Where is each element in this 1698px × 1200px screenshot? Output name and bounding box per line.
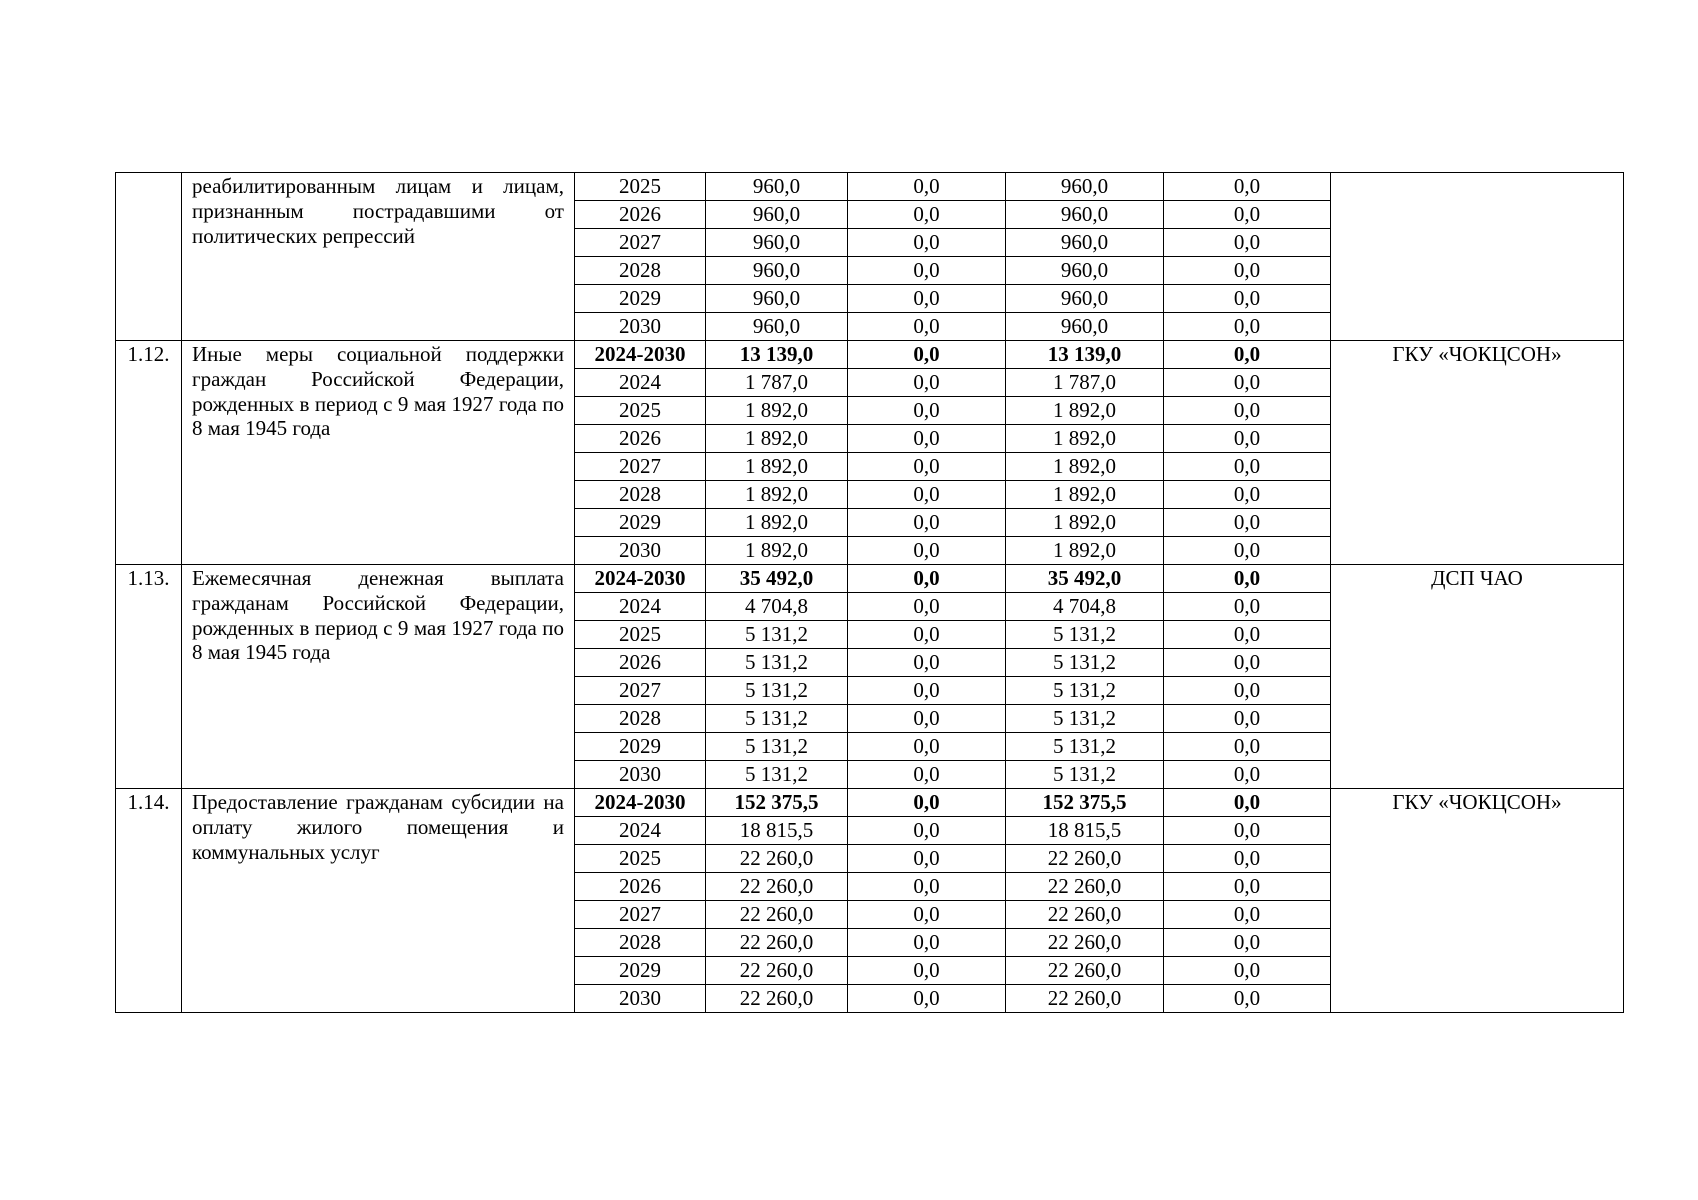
measure-name-cell: Предоставление гражданам субсидии на оплату жилого помещения и коммунальных услуг bbox=[182, 789, 575, 1013]
regional-budget-cell: 1 892,0 bbox=[1006, 481, 1164, 509]
other-sources-cell: 0,0 bbox=[1164, 257, 1331, 285]
other-sources-cell: 0,0 bbox=[1164, 425, 1331, 453]
federal-budget-cell: 0,0 bbox=[848, 285, 1006, 313]
table-row-total bbox=[116, 565, 1624, 593]
federal-budget-cell: 0,0 bbox=[848, 565, 1006, 593]
federal-budget-cell: 0,0 bbox=[848, 481, 1006, 509]
federal-budget-cell: 0,0 bbox=[848, 649, 1006, 677]
regional-budget-cell: 22 260,0 bbox=[1006, 957, 1164, 985]
total-amount-cell: 960,0 bbox=[706, 257, 848, 285]
other-sources-cell: 0,0 bbox=[1164, 845, 1331, 873]
total-amount-cell: 960,0 bbox=[706, 285, 848, 313]
period-cell: 2027 bbox=[575, 453, 706, 481]
period-cell: 2029 bbox=[575, 733, 706, 761]
period-cell: 2029 bbox=[575, 509, 706, 537]
federal-budget-cell: 0,0 bbox=[848, 789, 1006, 817]
period-cell: 2027 bbox=[575, 677, 706, 705]
period-cell: 2024 bbox=[575, 817, 706, 845]
total-amount-cell: 960,0 bbox=[706, 313, 848, 341]
regional-budget-cell: 1 892,0 bbox=[1006, 425, 1164, 453]
total-amount-cell: 960,0 bbox=[706, 173, 848, 201]
federal-budget-cell: 0,0 bbox=[848, 453, 1006, 481]
federal-budget-cell: 0,0 bbox=[848, 425, 1006, 453]
other-sources-cell: 0,0 bbox=[1164, 481, 1331, 509]
total-amount-cell: 22 260,0 bbox=[706, 957, 848, 985]
regional-budget-cell: 960,0 bbox=[1006, 201, 1164, 229]
other-sources-cell: 0,0 bbox=[1164, 509, 1331, 537]
federal-budget-cell: 0,0 bbox=[848, 621, 1006, 649]
measure-name-cell: Ежемесячная денежная выплата гражданам Российской Федерации, рожденных в период с 9 мая 1927 года по 8 мая 1945 года bbox=[182, 565, 575, 789]
total-amount-cell: 5 131,2 bbox=[706, 761, 848, 789]
other-sources-cell: 0,0 bbox=[1164, 593, 1331, 621]
period-cell: 2025 bbox=[575, 621, 706, 649]
executor-cell bbox=[1331, 173, 1624, 341]
period-cell: 2026 bbox=[575, 649, 706, 677]
total-amount-cell: 5 131,2 bbox=[706, 733, 848, 761]
regional-budget-cell: 960,0 bbox=[1006, 313, 1164, 341]
federal-budget-cell: 0,0 bbox=[848, 929, 1006, 957]
regional-budget-cell: 5 131,2 bbox=[1006, 761, 1164, 789]
table-row bbox=[116, 173, 1624, 201]
regional-budget-cell: 35 492,0 bbox=[1006, 565, 1164, 593]
other-sources-cell: 0,0 bbox=[1164, 733, 1331, 761]
period-cell: 2030 bbox=[575, 761, 706, 789]
federal-budget-cell: 0,0 bbox=[848, 313, 1006, 341]
period-cell: 2025 bbox=[575, 173, 706, 201]
period-cell: 2028 bbox=[575, 257, 706, 285]
regional-budget-cell: 22 260,0 bbox=[1006, 929, 1164, 957]
total-amount-cell: 5 131,2 bbox=[706, 677, 848, 705]
regional-budget-cell: 5 131,2 bbox=[1006, 677, 1164, 705]
regional-budget-cell: 5 131,2 bbox=[1006, 733, 1164, 761]
period-cell: 2029 bbox=[575, 285, 706, 313]
period-cell: 2024-2030 bbox=[575, 341, 706, 369]
period-cell: 2030 bbox=[575, 313, 706, 341]
federal-budget-cell: 0,0 bbox=[848, 201, 1006, 229]
federal-budget-cell: 0,0 bbox=[848, 537, 1006, 565]
regional-budget-cell: 5 131,2 bbox=[1006, 621, 1164, 649]
regional-budget-cell: 1 892,0 bbox=[1006, 453, 1164, 481]
other-sources-cell: 0,0 bbox=[1164, 341, 1331, 369]
other-sources-cell: 0,0 bbox=[1164, 173, 1331, 201]
total-amount-cell: 18 815,5 bbox=[706, 817, 848, 845]
other-sources-cell: 0,0 bbox=[1164, 873, 1331, 901]
total-amount-cell: 960,0 bbox=[706, 229, 848, 257]
other-sources-cell: 0,0 bbox=[1164, 229, 1331, 257]
period-cell: 2025 bbox=[575, 397, 706, 425]
item-number-cell bbox=[116, 173, 182, 341]
regional-budget-cell: 18 815,5 bbox=[1006, 817, 1164, 845]
total-amount-cell: 35 492,0 bbox=[706, 565, 848, 593]
federal-budget-cell: 0,0 bbox=[848, 957, 1006, 985]
period-cell: 2030 bbox=[575, 537, 706, 565]
table-body bbox=[116, 173, 1624, 1013]
other-sources-cell: 0,0 bbox=[1164, 817, 1331, 845]
total-amount-cell: 5 131,2 bbox=[706, 705, 848, 733]
federal-budget-cell: 0,0 bbox=[848, 229, 1006, 257]
program-funding-table bbox=[115, 172, 1624, 1013]
other-sources-cell: 0,0 bbox=[1164, 565, 1331, 593]
table-row-total bbox=[116, 789, 1624, 817]
total-amount-cell: 5 131,2 bbox=[706, 649, 848, 677]
total-amount-cell: 960,0 bbox=[706, 201, 848, 229]
federal-budget-cell: 0,0 bbox=[848, 705, 1006, 733]
other-sources-cell: 0,0 bbox=[1164, 901, 1331, 929]
item-number-cell: 1.14. bbox=[116, 789, 182, 1013]
other-sources-cell: 0,0 bbox=[1164, 649, 1331, 677]
executor-cell: ГКУ «ЧОКЦСОН» bbox=[1331, 789, 1624, 1013]
total-amount-cell: 1 892,0 bbox=[706, 397, 848, 425]
period-cell: 2024 bbox=[575, 593, 706, 621]
federal-budget-cell: 0,0 bbox=[848, 733, 1006, 761]
period-cell: 2027 bbox=[575, 229, 706, 257]
total-amount-cell: 1 892,0 bbox=[706, 509, 848, 537]
regional-budget-cell: 960,0 bbox=[1006, 257, 1164, 285]
other-sources-cell: 0,0 bbox=[1164, 313, 1331, 341]
regional-budget-cell: 22 260,0 bbox=[1006, 873, 1164, 901]
total-amount-cell: 4 704,8 bbox=[706, 593, 848, 621]
regional-budget-cell: 960,0 bbox=[1006, 173, 1164, 201]
regional-budget-cell: 4 704,8 bbox=[1006, 593, 1164, 621]
total-amount-cell: 1 892,0 bbox=[706, 481, 848, 509]
federal-budget-cell: 0,0 bbox=[848, 509, 1006, 537]
federal-budget-cell: 0,0 bbox=[848, 593, 1006, 621]
federal-budget-cell: 0,0 bbox=[848, 873, 1006, 901]
period-cell: 2027 bbox=[575, 901, 706, 929]
federal-budget-cell: 0,0 bbox=[848, 369, 1006, 397]
other-sources-cell: 0,0 bbox=[1164, 201, 1331, 229]
federal-budget-cell: 0,0 bbox=[848, 397, 1006, 425]
other-sources-cell: 0,0 bbox=[1164, 705, 1331, 733]
other-sources-cell: 0,0 bbox=[1164, 369, 1331, 397]
regional-budget-cell: 22 260,0 bbox=[1006, 901, 1164, 929]
other-sources-cell: 0,0 bbox=[1164, 285, 1331, 313]
table-row-total bbox=[116, 341, 1624, 369]
regional-budget-cell: 1 787,0 bbox=[1006, 369, 1164, 397]
period-cell: 2025 bbox=[575, 845, 706, 873]
federal-budget-cell: 0,0 bbox=[848, 845, 1006, 873]
federal-budget-cell: 0,0 bbox=[848, 257, 1006, 285]
regional-budget-cell: 22 260,0 bbox=[1006, 985, 1164, 1013]
total-amount-cell: 13 139,0 bbox=[706, 341, 848, 369]
regional-budget-cell: 1 892,0 bbox=[1006, 509, 1164, 537]
federal-budget-cell: 0,0 bbox=[848, 817, 1006, 845]
measure-name-cell: реабилитированным лицам и лицам, признанным пострадавшими от политических репрессий bbox=[182, 173, 575, 341]
period-cell: 2026 bbox=[575, 873, 706, 901]
total-amount-cell: 5 131,2 bbox=[706, 621, 848, 649]
period-cell: 2030 bbox=[575, 985, 706, 1013]
executor-cell: ДСП ЧАО bbox=[1331, 565, 1624, 789]
other-sources-cell: 0,0 bbox=[1164, 761, 1331, 789]
other-sources-cell: 0,0 bbox=[1164, 397, 1331, 425]
regional-budget-cell: 13 139,0 bbox=[1006, 341, 1164, 369]
total-amount-cell: 1 787,0 bbox=[706, 369, 848, 397]
total-amount-cell: 1 892,0 bbox=[706, 425, 848, 453]
federal-budget-cell: 0,0 bbox=[848, 985, 1006, 1013]
period-cell: 2028 bbox=[575, 481, 706, 509]
period-cell: 2024-2030 bbox=[575, 789, 706, 817]
other-sources-cell: 0,0 bbox=[1164, 453, 1331, 481]
total-amount-cell: 1 892,0 bbox=[706, 453, 848, 481]
total-amount-cell: 1 892,0 bbox=[706, 537, 848, 565]
other-sources-cell: 0,0 bbox=[1164, 985, 1331, 1013]
total-amount-cell: 152 375,5 bbox=[706, 789, 848, 817]
regional-budget-cell: 960,0 bbox=[1006, 285, 1164, 313]
period-cell: 2029 bbox=[575, 957, 706, 985]
total-amount-cell: 22 260,0 bbox=[706, 929, 848, 957]
period-cell: 2028 bbox=[575, 929, 706, 957]
item-number-cell: 1.13. bbox=[116, 565, 182, 789]
period-cell: 2026 bbox=[575, 201, 706, 229]
period-cell: 2028 bbox=[575, 705, 706, 733]
total-amount-cell: 22 260,0 bbox=[706, 901, 848, 929]
other-sources-cell: 0,0 bbox=[1164, 957, 1331, 985]
regional-budget-cell: 1 892,0 bbox=[1006, 397, 1164, 425]
total-amount-cell: 22 260,0 bbox=[706, 845, 848, 873]
regional-budget-cell: 5 131,2 bbox=[1006, 705, 1164, 733]
total-amount-cell: 22 260,0 bbox=[706, 985, 848, 1013]
period-cell: 2024-2030 bbox=[575, 565, 706, 593]
regional-budget-cell: 152 375,5 bbox=[1006, 789, 1164, 817]
executor-cell: ГКУ «ЧОКЦСОН» bbox=[1331, 341, 1624, 565]
federal-budget-cell: 0,0 bbox=[848, 901, 1006, 929]
federal-budget-cell: 0,0 bbox=[848, 341, 1006, 369]
federal-budget-cell: 0,0 bbox=[848, 173, 1006, 201]
period-cell: 2024 bbox=[575, 369, 706, 397]
measure-name-cell: Иные меры социальной поддержки граждан Российской Федерации, рожденных в период с 9 мая 1927 года по 8 мая 1945 года bbox=[182, 341, 575, 565]
total-amount-cell: 22 260,0 bbox=[706, 873, 848, 901]
regional-budget-cell: 5 131,2 bbox=[1006, 649, 1164, 677]
other-sources-cell: 0,0 bbox=[1164, 789, 1331, 817]
federal-budget-cell: 0,0 bbox=[848, 761, 1006, 789]
other-sources-cell: 0,0 bbox=[1164, 677, 1331, 705]
other-sources-cell: 0,0 bbox=[1164, 929, 1331, 957]
regional-budget-cell: 960,0 bbox=[1006, 229, 1164, 257]
item-number-cell: 1.12. bbox=[116, 341, 182, 565]
federal-budget-cell: 0,0 bbox=[848, 677, 1006, 705]
regional-budget-cell: 22 260,0 bbox=[1006, 845, 1164, 873]
other-sources-cell: 0,0 bbox=[1164, 537, 1331, 565]
period-cell: 2026 bbox=[575, 425, 706, 453]
regional-budget-cell: 1 892,0 bbox=[1006, 537, 1164, 565]
other-sources-cell: 0,0 bbox=[1164, 621, 1331, 649]
